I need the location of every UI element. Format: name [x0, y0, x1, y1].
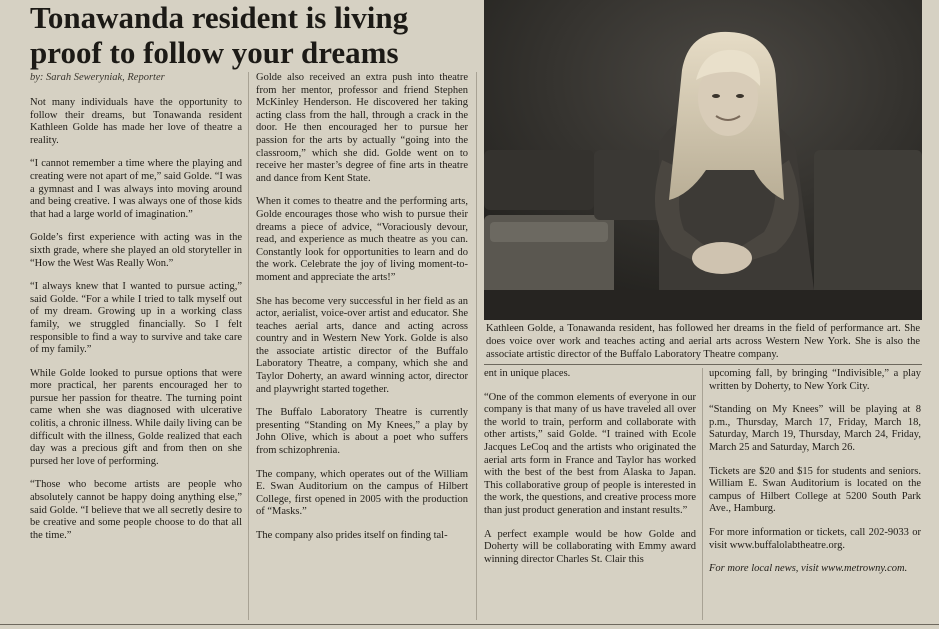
paragraph: “One of the common elements of everyone in our company is that many of us have traveled all over the world to train, perform and collaborate with other artists,” said Golde. “I trained with Ecole Jacques LeCoq and the artists who originated the aerial arts form in France and Taylor has worked with the best of the best from Alaska to Japan. This collaborative group of people is interested in the work, the questions, and creative process more than just product generation and instant results.” [484, 391, 696, 516]
article-column-4 [709, 368, 921, 587]
paragraph: The Buffalo Laboratory Theatre is currently presenting “Standing on My Knees,” a play by John Olive, which is about a poet who suffers from schizophrenia. [256, 407, 468, 457]
column-divider [702, 368, 703, 620]
footer-note: For more local news, visit www.metrowny.com. [709, 563, 908, 575]
column-divider [476, 72, 477, 620]
column-divider [248, 72, 249, 620]
paragraph: upcoming fall, by bringing “Indivisible,” a play written by Doherty, to New York City. [709, 368, 921, 392]
paragraph: Golde’s first experience with acting was in the sixth grade, where she played an old storyteller in “How the West Was Really Won.” [30, 232, 242, 269]
article-column-2 [256, 72, 468, 554]
headline: Tonawanda resident is living proof to follow your dreams [30, 0, 409, 70]
paragraph: While Golde looked to pursue options that were more practical, her parents encouraged her to pursue her passion for theatre. The turning point came when she was diagnosed with ulcerative colitis, a chronic illness. While daily living can be difficult with the illness, Golde realized that each day was a precious gift and from then on she pursed her love of performing. [30, 367, 242, 467]
paragraph: Not many individuals have the opportunity to follow their dreams, but Tonawanda resident Kathleen Golde has made her love of theatre a reality. [30, 97, 242, 146]
paragraph: She has become very successful in her field as an actor, aerialist, voice-over artist and educator. She teaches aerial arts, dance and acting across country and in Western New York. Golde is also the associate artistic director of the Buffalo Laboratory Theatre, a company, which she and Taylor Doherty, an award winning actor, director and playwright started together. [256, 295, 468, 395]
article-photo [484, 0, 922, 320]
paragraph: A perfect example would be how Golde and Doherty will be collaborating with Emmy award winning director Charles St. Clair this [484, 528, 696, 565]
paragraph: “Those who become artists are people who absolutely cannot be happy doing anything else,” said Golde. “I believe that we all secretly desire to be creative and some people choose to do that all the time.” [30, 479, 242, 541]
article-column-1 [30, 97, 242, 553]
paragraph: For more information or tickets, call 202-9033 or visit www.buffalolabtheatre.org. [709, 526, 921, 551]
byline: by: Sarah Seweryniak, Reporter [30, 72, 165, 83]
caption-divider [484, 364, 922, 365]
paragraph: ent in unique places. [484, 368, 571, 379]
paragraph: “I always knew that I wanted to pursue acting,” said Golde. “For a while I tried to talk myself out of my dream. Growing up in a working class family, we struggled financially. So I felt responsible to find a way to survive and take care of my family.” [30, 281, 242, 356]
paragraph: When it comes to theatre and the performing arts, Golde encourages those who wish to pursue their dreams a piece of advice, “Voraciously devour, read, and experience as much theatre as you can. Constantly look for opportunities to learn and do the work. Celebrate the joy of living moment-to-moment and appreciate the arts!” [256, 196, 468, 283]
paragraph: “Standing on My Knees” will be playing at 8 p.m., Thursday, March 17, Friday, March 18, Saturday, March 19, Thursday, March 24, Friday, March 25 and Saturday, March 26. [709, 404, 921, 453]
paragraph: “I cannot remember a time where the playing and creating were not apart of me,” said Golde. “I was a gymnast and I was always into moving around and being creative. I was always one of those kids that had a large world of imagination.” [30, 158, 242, 220]
page-bottom-rule [0, 624, 939, 625]
photo-caption: Kathleen Golde, a Tonawanda resident, has followed her dreams in the field of performance art. She does voice over work and teaches acting and aerial arts across Western New York. She is also the associate artistic director of the Buffalo Laboratory Theatre company. [486, 323, 920, 360]
article-column-3 [484, 368, 696, 577]
paragraph: Golde also received an extra push into theatre from her mentor, professor and friend Stephen McKinley Henderson. He discovered her taking acting class from the hall, through a crack in the door. He then encouraged her to pursue her passion for the arts by actually “going into the classroom,” which she did. Golde went on to receive her master’s degree of fine arts in theatre and dance from Kent State. [256, 72, 468, 184]
paragraph: Tickets are $20 and $15 for students and seniors. William E. Swan Auditorium is located on the campus of Hilbert College at 5200 South Park Ave., Hamburg. [709, 465, 921, 515]
paragraph: The company also prides itself on finding tal- [256, 530, 448, 541]
portrait-photo-icon [484, 0, 922, 320]
paragraph: The company, which operates out of the William E. Swan Auditorium on the campus of Hilbert College, first opened in 2005 with the production of “Masks.” [256, 468, 468, 518]
